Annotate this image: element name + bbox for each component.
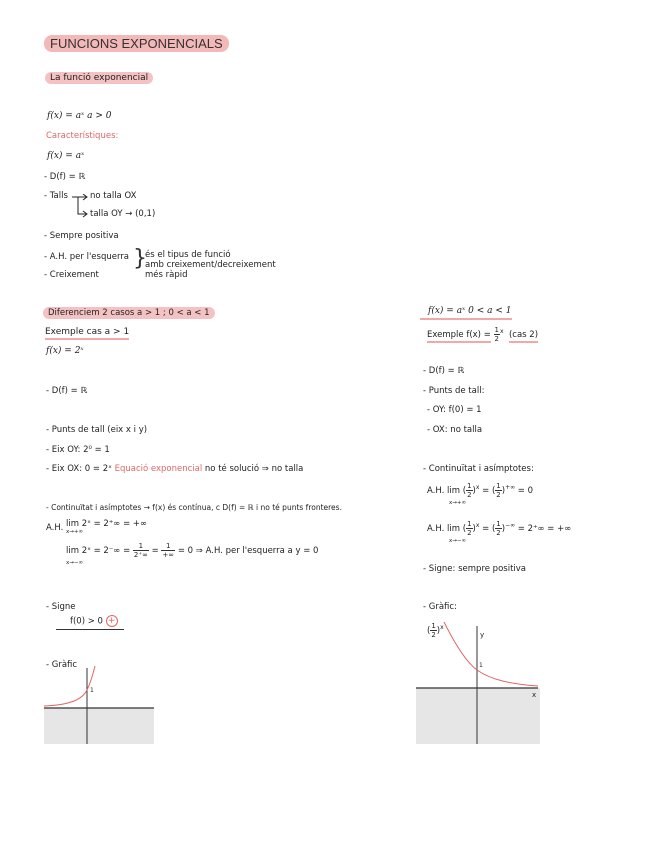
char-sempre: - Sempre positiva [44, 231, 119, 241]
ah1-exp: x [475, 484, 480, 492]
char-domain: - D(f) = ℝ [44, 172, 86, 182]
brace-icon: } [133, 246, 147, 271]
frac-num: 1 [496, 520, 501, 528]
cases-heading: Diferenciem 2 casos a > 1 ; 0 < a < 1 [43, 307, 215, 319]
ah2-exp2: −∞ [505, 522, 516, 530]
graph-x-label: x [532, 691, 537, 699]
ah1-result: = 0 [517, 486, 534, 496]
char-talls: - Talls [44, 191, 68, 201]
right-oy: - OY: f(0) = 1 [427, 405, 482, 415]
right-graph-func-label: ( $\frac{1}{2}$ )$^x$ [427, 622, 444, 639]
frac-den: 2 [494, 335, 499, 343]
brace-note-line: més ràpid [145, 270, 188, 280]
graph-exp: x [440, 624, 444, 632]
shaded-region [44, 708, 154, 744]
frac-num: 1 [467, 482, 472, 490]
lim2-sub: x→−∞ [66, 560, 84, 566]
ah1-exp2: +∞ [505, 484, 516, 492]
brace-note-line: és el tipus de funció [145, 250, 231, 260]
brace-note-line: amb creixement/decreixement [145, 260, 276, 270]
right-heading: f(x) = aˣ 0 < a < 1 [428, 306, 512, 316]
talls-ox: no talla OX [90, 191, 137, 201]
definition: f(x) = aˣ a > 0 [47, 111, 112, 121]
frac-num: 1 [431, 622, 436, 630]
char-creix: - Creixement [44, 270, 99, 280]
right-ox: - OX: no talla [427, 425, 483, 435]
left-signe-val [70, 615, 118, 627]
ah2-frac [466, 520, 472, 537]
frac-den: +∞ [162, 551, 175, 559]
frac-num: 1 [161, 542, 175, 551]
ah1-frac2 [495, 482, 501, 499]
right-example [427, 326, 538, 343]
frac-num: 1 [133, 542, 149, 551]
graph-frac [430, 622, 436, 639]
left-lim2 [66, 542, 318, 567]
left-ah-label: A.H. [46, 523, 64, 533]
ah1-frac [466, 482, 472, 499]
left-domain: - D(f) = ℝ [46, 386, 88, 396]
right-heading-underline [420, 318, 512, 320]
left-lim1 [66, 520, 147, 536]
left-grafic: - Gràfic [46, 660, 78, 670]
ah2-exp: x [475, 522, 480, 530]
eix-ox-type: Equació exponencial [114, 464, 203, 474]
ah2-label: A.H. lim [427, 524, 461, 534]
exp-curve [444, 622, 538, 686]
left-eix-ox [46, 464, 303, 474]
example-label: Exemple f(x) = [427, 330, 491, 343]
signe-line [56, 629, 124, 630]
graph-point-label: 1 [479, 662, 483, 669]
frac-den: 2 [496, 491, 501, 499]
section-heading: La funció exponencial [45, 72, 153, 84]
right-domain: - D(f) = ℝ [423, 366, 465, 376]
frac-num: 1 [467, 520, 472, 528]
plus-circle-icon: + [106, 615, 118, 627]
eix-ox-eq: - Eix OX: 0 = 2ˣ [46, 464, 112, 474]
example-case: (cas 2) [509, 330, 538, 343]
char-fx: f(x) = aˣ [47, 151, 85, 161]
right-ah1: A.H. lim ( $\frac{1}{2}$ )$^x$ = ( $\frac{1}{2}$ )+∞ = 0 x→+∞ [427, 482, 534, 506]
characteristics-label: Característiques: [46, 131, 119, 141]
lim2-equals: = [151, 546, 159, 556]
example-fx: f(x) = 2ˣ [46, 346, 84, 356]
left-eix-oy: - Eix OY: 2⁰ = 1 [46, 445, 110, 455]
frac-num: 1 [494, 326, 499, 334]
char-ah: - A.H. per l'esquerra [44, 252, 130, 262]
right-grafic: - Gràfic: [423, 602, 457, 612]
signe-value: f(0) > 0 [70, 616, 103, 627]
right-signe: - Signe: sempre positiva [423, 564, 526, 574]
ah2-frac2 [495, 520, 501, 537]
lim2-frac [133, 542, 149, 559]
lim2-expression: lim 2ˣ = 2⁻∞ = [66, 546, 131, 556]
right-continuitat: - Continuïtat i asímptotes: [423, 464, 534, 474]
right-punts-tall: - Punts de tall: [423, 386, 485, 396]
lim2-result: = 0 ⇒ A.H. per l'esquerra a y = 0 [177, 546, 319, 556]
lim2-frac2 [161, 542, 175, 559]
frac-den: 2 [467, 529, 472, 537]
ah2-sub: x→−∞ [449, 538, 467, 544]
left-continuitat: - Continuïtat i asímptotes → f(x) és contínua, c D(f) = ℝ i no té punts fronteres. [46, 503, 342, 512]
ah1-label: A.H. lim [427, 486, 461, 496]
left-punts-tall: - Punts de tall (eix x i y) [46, 425, 148, 435]
example-exponent: x [500, 328, 504, 336]
frac-den: 2 [467, 491, 472, 499]
graph-point-label: 1 [90, 687, 94, 694]
talls-oy: talla OY → (0,1) [90, 209, 156, 219]
page-title: FUNCIONS EXPONENCIALS [44, 35, 229, 52]
lim1-expression: lim 2ˣ = 2⁺∞ = +∞ [66, 519, 148, 529]
lim1-sub: x→+∞ [66, 529, 84, 535]
frac-num: 1 [496, 482, 501, 490]
talls-arrow-icon [70, 194, 90, 218]
left-signe: - Signe [46, 602, 76, 612]
shaded-region [416, 688, 540, 744]
ah1-sub: x→+∞ [449, 500, 467, 506]
brace-note [145, 250, 276, 280]
right-ah2: A.H. lim ( $\frac{1}{2}$ )$^x$ = ( $\frac{1}{2}$ )−∞ = 2⁺∞ = +∞ x→−∞ [427, 520, 572, 544]
frac-den: 2⁺∞ [133, 551, 148, 559]
frac-den: 2 [496, 529, 501, 537]
graph-y-label: y [480, 631, 485, 639]
example-heading: Exemple cas a > 1 [45, 327, 129, 340]
frac-den: 2 [431, 631, 436, 639]
eix-ox-conclusion: no té solució ⇒ no talla [204, 464, 304, 474]
ah2-result: = 2⁺∞ = +∞ [517, 524, 572, 534]
left-graph [44, 664, 154, 744]
